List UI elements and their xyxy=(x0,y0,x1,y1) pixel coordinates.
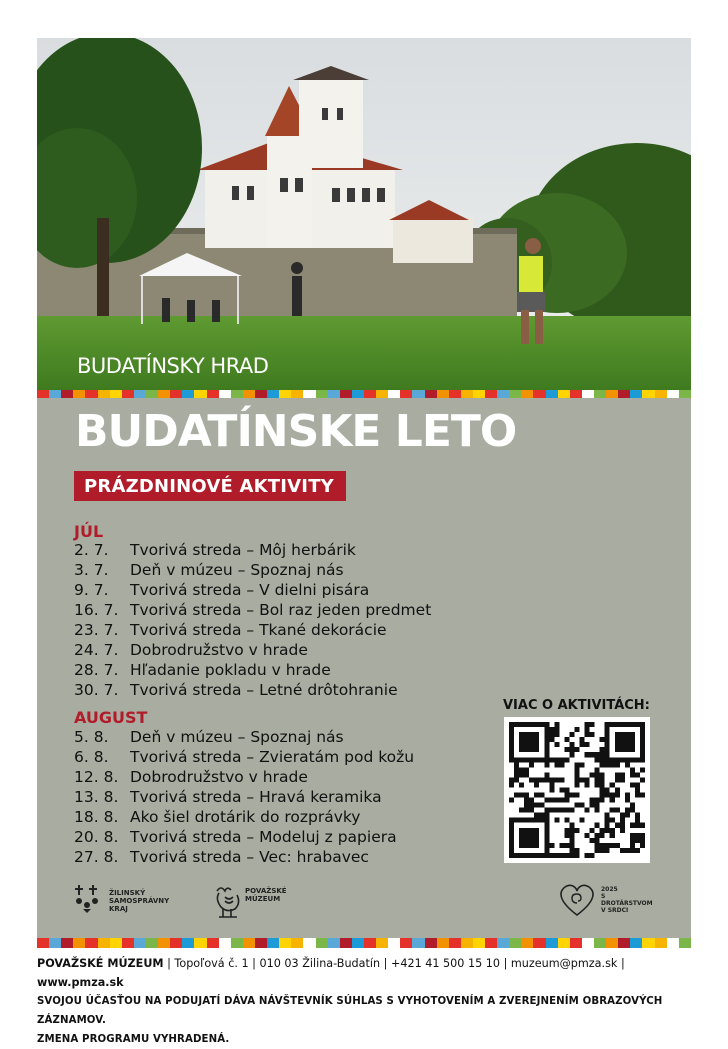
event-date: 18. 8. xyxy=(74,808,119,826)
event-name: Tvorivá streda – Vec: hrabavec xyxy=(130,848,369,866)
drotar-logo-text: S DROTÁRSTVOM V SRDCI xyxy=(601,892,653,914)
event-name: Hľadanie pokladu v hrade xyxy=(130,661,331,679)
poster xyxy=(37,38,691,948)
august-event xyxy=(74,807,414,827)
museum-logo xyxy=(211,883,287,925)
footer-contact-line: POVAŽSKÉ MÚZEUM | Topoľová č. 1 | 010 03 Žilina-Budatín | +421 41 500 15 10 | muzeum@pmza.sk | www.pmza.sk xyxy=(37,957,625,989)
heart-spiral-icon xyxy=(557,883,597,917)
footer-consent: SVOJOU ÚČASŤOU NA PODUJATÍ DÁVA NÁVŠTEVNÍK SÚHLAS S VYHOTOVENÍM A ZVEREJNENÍM OBRAZOVÝCH ZÁZNAMOV. xyxy=(37,996,663,1026)
footer-web[interactable]: www.pmza.sk xyxy=(37,976,124,989)
event-date: 16. 7. xyxy=(74,601,119,619)
august-event xyxy=(74,727,414,747)
footer xyxy=(37,954,693,1049)
event-date: 12. 8. xyxy=(74,768,119,786)
event-date: 24. 7. xyxy=(74,641,119,659)
july-event xyxy=(74,580,431,600)
footer-email[interactable]: muzeum@pmza.sk xyxy=(510,957,618,970)
event-date: 3. 7. xyxy=(74,561,109,579)
event-date: 9. 7. xyxy=(74,581,109,599)
event-name: Tvorivá streda – V dielni pisára xyxy=(130,581,370,599)
event-date: 30. 7. xyxy=(74,681,119,699)
month-july-label: JÚL xyxy=(74,522,104,541)
july-event xyxy=(74,680,431,700)
top-color-stripe xyxy=(37,390,691,398)
footer-address: Topoľová č. 1 xyxy=(174,957,249,970)
event-name: Tvorivá streda – Modeluj z papiera xyxy=(130,828,397,846)
event-date: 27. 8. xyxy=(74,848,119,866)
zsk-logo-text: ŽILINSKÝ SAMOSPRÁVNY KRAJ xyxy=(109,889,170,914)
event-name: Tvorivá streda – Môj herbárik xyxy=(130,541,356,559)
bottom-color-stripe xyxy=(37,938,691,948)
castle-photo xyxy=(37,38,691,390)
august-event xyxy=(74,847,414,867)
event-name: Tvorivá streda – Hravá keramika xyxy=(130,788,382,806)
august-event-list xyxy=(74,727,414,867)
august-event xyxy=(74,767,414,787)
july-event xyxy=(74,560,431,580)
castle-name: BUDATÍNSKY HRAD xyxy=(77,354,269,378)
event-name: Tvorivá streda – Letné drôtohranie xyxy=(130,681,398,699)
footer-museum-name: POVAŽSKÉ MÚZEUM xyxy=(37,957,164,970)
qr-code[interactable] xyxy=(504,717,650,863)
event-name: Tvorivá streda – Zvieratám pod kožu xyxy=(130,748,415,766)
july-event xyxy=(74,660,431,680)
july-event xyxy=(74,620,431,640)
poster-subtitle: PRÁZDNINOVÉ AKTIVITY xyxy=(74,471,346,501)
july-event xyxy=(74,600,431,620)
event-name: Ako šiel drotárik do rozprávky xyxy=(130,808,361,826)
event-date: 23. 7. xyxy=(74,621,119,639)
zsk-emblem-icon xyxy=(75,883,105,915)
august-event xyxy=(74,827,414,847)
event-name: Dobrodružstvo v hrade xyxy=(130,641,308,659)
event-date: 6. 8. xyxy=(74,748,109,766)
event-name: Dobrodružstvo v hrade xyxy=(130,768,308,786)
drotar-logo xyxy=(557,883,653,921)
event-date: 13. 8. xyxy=(74,788,119,806)
rooster-icon xyxy=(211,883,243,921)
event-date: 28. 7. xyxy=(74,661,119,679)
event-date: 5. 8. xyxy=(74,728,109,746)
august-event xyxy=(74,787,414,807)
zsk-logo xyxy=(75,883,170,919)
museum-logo-text: POVAŽSKÉ MÚZEUM xyxy=(245,887,287,904)
july-event-list xyxy=(74,540,431,700)
qr-label: VIAC O AKTIVITÁCH: xyxy=(503,698,650,713)
event-name: Tvorivá streda – Bol raz jeden predmet xyxy=(130,601,432,619)
event-name: Deň v múzeu – Spoznaj nás xyxy=(130,561,344,579)
footer-phone[interactable]: +421 41 500 15 10 xyxy=(390,957,500,970)
footer-city: 010 03 Žilina-Budatín xyxy=(259,957,381,970)
month-august-label: AUGUST xyxy=(74,708,148,727)
event-date: 2. 7. xyxy=(74,541,109,559)
drotar-year: 2025 xyxy=(601,886,618,893)
poster-title: BUDATÍNSKE LETO xyxy=(75,406,517,457)
footer-note: ZMENA PROGRAMU VYHRADENÁ. xyxy=(37,1034,230,1045)
july-event xyxy=(74,540,431,560)
july-event xyxy=(74,640,431,660)
august-event xyxy=(74,747,414,767)
event-name: Tvorivá streda – Tkané dekorácie xyxy=(130,621,387,639)
event-date: 20. 8. xyxy=(74,828,119,846)
event-name: Deň v múzeu – Spoznaj nás xyxy=(130,728,344,746)
